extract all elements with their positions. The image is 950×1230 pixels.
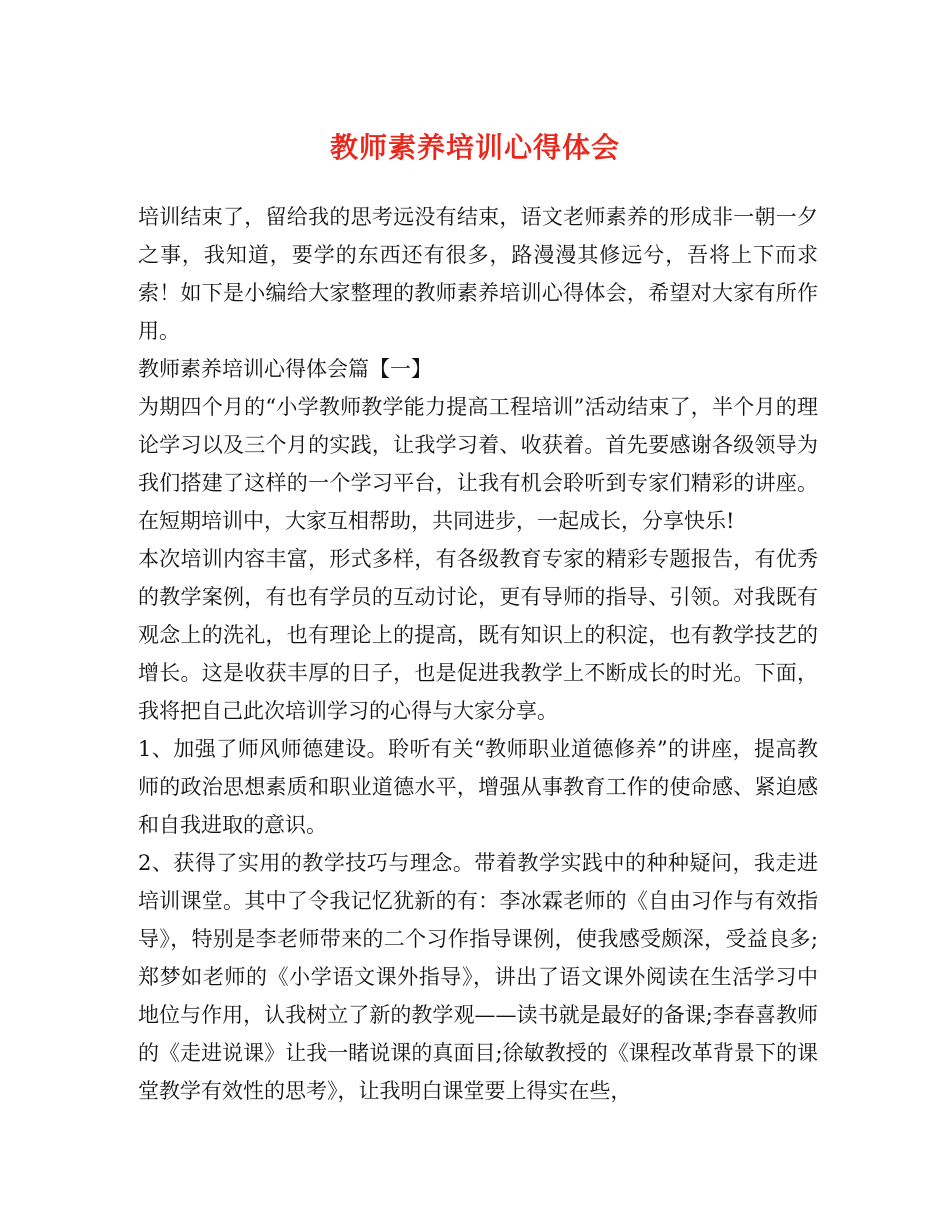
document-title: 教师素养培训心得体会 [329,131,620,164]
list-item-2: 2、获得了实用的教学技巧与理念。带着教学实践中的种种疑问，我走进培训课堂。其中了令我记忆犹新的有：李冰霖老师的《自由习作与有效指导》，特别是李老师带来的二个习作指导课例，使我感受颇深，受益良多;郑梦如老师的《小学语文课外指导》，讲出了语文课外阅读在生活学习中地位与作用，认我树立了新的教学观——读书就是最好的备课;李春喜教师的《走进说课》让我一睹说课的真面目;徐敏教授的《课程改革背景下的课堂教学有效性的思考》，让我明白课堂要上得实在些， [138,851,818,1103]
body-paragraph: 为期四个月的“小学教师教学能力提高工程培训”活动结束了，半个月的理论学习以及三个月的实践，让我学习着、收获着。首先要感谢各级领导为我们搭建了这样的一个学习平台，让我有机会聆听到专家们精彩的讲座。在短期培训中，大家互相帮助，共同进步，一起成长，分享快乐! [138,395,818,533]
intro-paragraph: 培训结束了，留给我的思考远没有结束，语文老师素养的形成非一朝一夕之事，我知道，要学的东西还有很多，路漫漫其修远兮，吾将上下而求索！如下是小编给大家整理的教师素养培训心得体会，希望对大家有所作用。 [138,205,818,343]
document-body [138,198,818,1110]
list-item-1: 1、加强了师风师德建设。聆听有关“教师职业道德修养”的讲座，提高教师的政治思想素质和职业道德水平，增强从事教育工作的使命感、紧迫感和自我进取的意识。 [138,737,818,837]
section-heading: 教师素养培训心得体会篇【一】 [138,357,432,381]
body-paragraph: 本次培训内容丰富，形式多样，有各级教育专家的精彩专题报告，有优秀的教学案例，有也有学员的互动讨论，更有导师的指导、引领。对我既有观念上的洗礼，也有理论上的提高，既有知识上的积淀，也有教学技艺的增长。这是收获丰厚的日子，也是促进我教学上不断成长的时光。下面，我将把自己此次培训学习的心得与大家分享。 [138,547,818,723]
